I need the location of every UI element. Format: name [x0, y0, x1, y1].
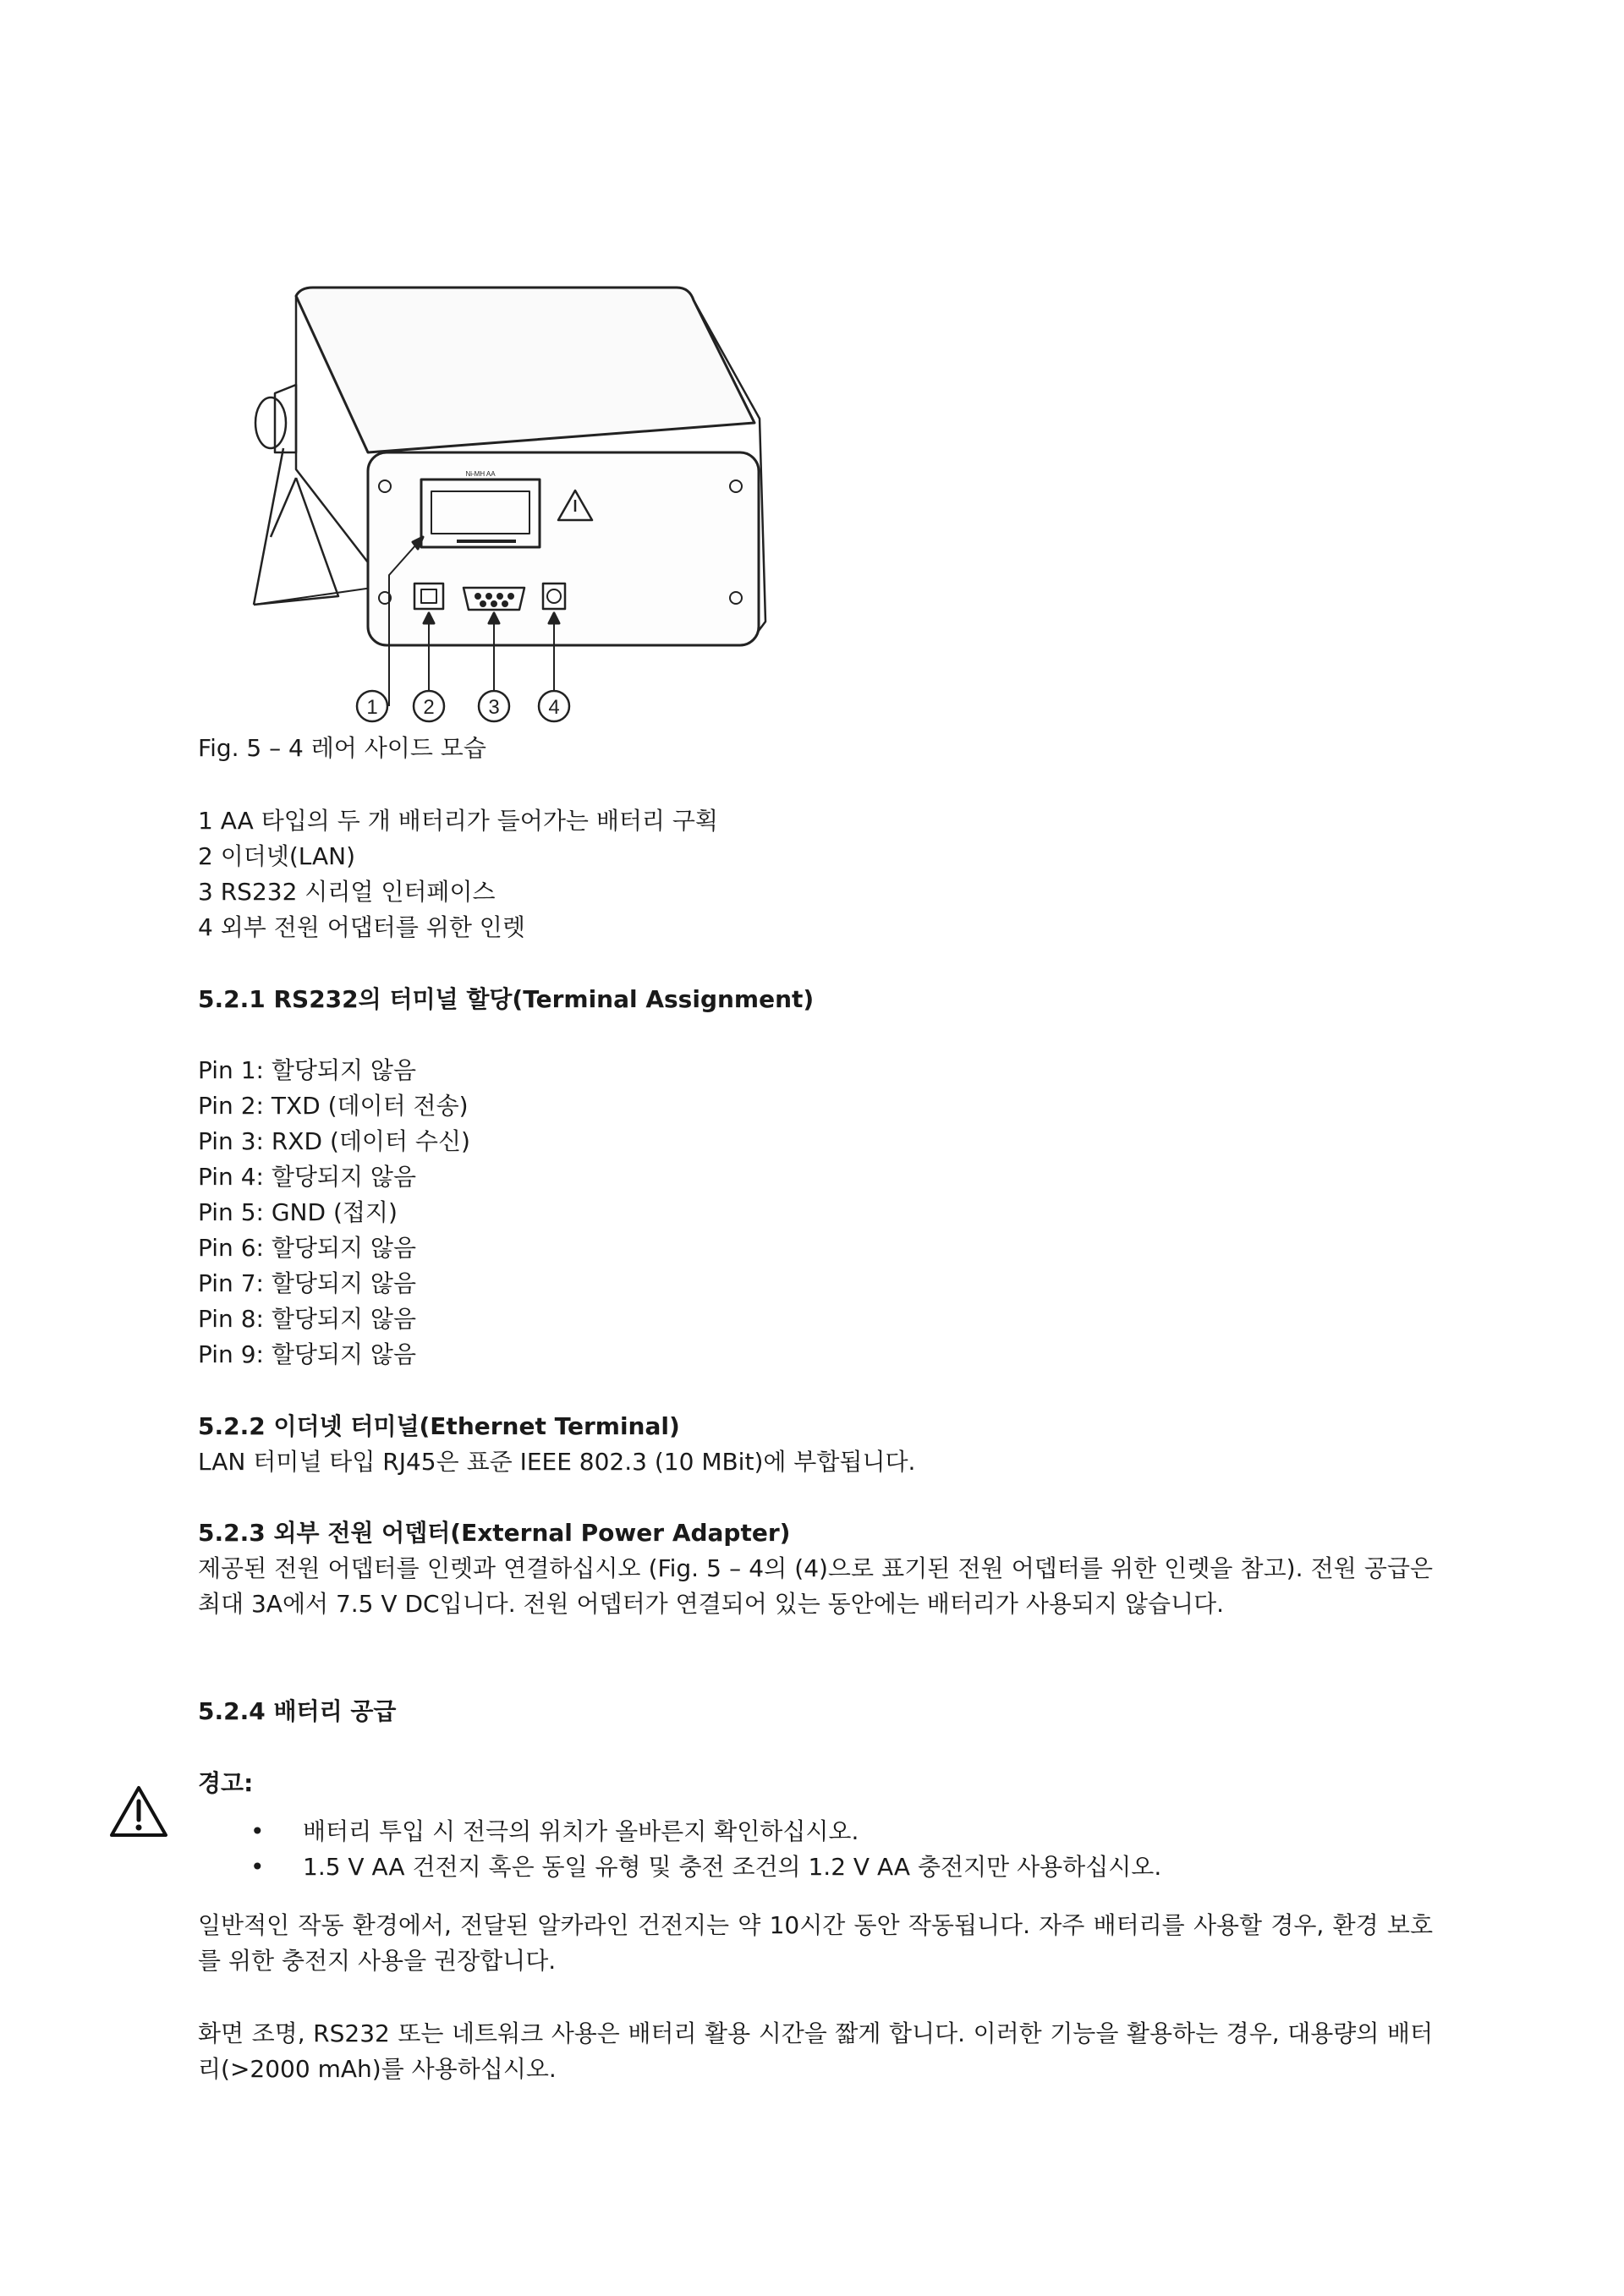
- device-top-face: [296, 288, 754, 452]
- stand-leg: [254, 448, 338, 605]
- legend-item-4: 4 외부 전원 어댑터를 위한 인렛: [198, 913, 525, 941]
- warning-item-2: • 1.5 V AA 건전지 혹은 동일 유형 및 충전 조건의 1.2 V AA 충전지만 사용하십시오.: [198, 1849, 1161, 1885]
- section-heading-power-adapter: 5.2.3 외부 전원 어뎁터(External Power Adapter): [198, 1519, 791, 1547]
- section-heading-ethernet: 5.2.2 이더넷 터미널(Ethernet Terminal): [198, 1412, 680, 1440]
- callout-label-4: 4: [548, 696, 560, 719]
- legend-item-2: 2 이더넷(LAN): [198, 842, 356, 870]
- figure-caption: Fig. 5 – 4 레어 사이드 모습: [198, 734, 486, 762]
- ethernet-body: LAN 터미널 타입 RJ45은 표준 IEEE 802.3 (10 MBit)에 부합됩니다.: [198, 1448, 916, 1476]
- pin-item-2: Pin 2: TXD (데이터 전송): [198, 1092, 469, 1120]
- device-rear-figure: [237, 283, 829, 723]
- power-adapter-body: 제공된 전원 어뎁터를 인렛과 연결하십시오 (Fig. 5 – 4의 (4)으로 표기된 전원 어뎁터를 위한 인렛을 참고). 전원 공급은 최대 3A에서 7.5 V DC입니다. 전원 어뎁터가 연결되어 있는 동안에는 배터리가 사용되지 않습니다.: [198, 1554, 1433, 1618]
- pin-item-9: Pin 9: 할당되지 않음: [198, 1340, 417, 1368]
- pin-item-6: Pin 6: 할당되지 않음: [198, 1234, 417, 1262]
- stand-floor: [254, 588, 372, 617]
- legend-item-3: 3 RS232 시리얼 인터페이스: [198, 878, 496, 906]
- pin-item-4: Pin 4: 할당되지 않음: [198, 1163, 417, 1191]
- pin-item-1: Pin 1: 할당되지 않음: [198, 1056, 417, 1084]
- callout-label-3: 3: [488, 696, 500, 719]
- warning-icon: [108, 1784, 169, 1838]
- warning-list: [198, 1814, 1161, 1885]
- display-label: Ni-MH AA: [465, 470, 496, 478]
- legend-item-1: 1 AA 타입의 두 개 배터리가 들어가는 배터리 구획: [198, 807, 718, 835]
- callout-label-2: 2: [423, 696, 435, 719]
- battery-paragraph-2: 화면 조명, RS232 또는 네트워크 사용은 배터리 활용 시간을 짧게 합니다. 이러한 기능을 활용하는 경우, 대용량의 배터리(>2000 mAh)를 사용하십시오.: [198, 2019, 1433, 2083]
- pin-item-3: Pin 3: RXD (데이터 수신): [198, 1127, 470, 1155]
- pin-item-7: Pin 7: 할당되지 않음: [198, 1269, 417, 1297]
- warning-item-1: • 배터리 투입 시 전극의 위치가 올바른지 확인하십시오.: [198, 1814, 1161, 1849]
- warning-label: 경고:: [198, 1769, 254, 1797]
- callout-label-1: 1: [366, 696, 378, 719]
- section-heading-battery: 5.2.4 배터리 공급: [198, 1697, 397, 1725]
- battery-paragraph-1: 일반적인 작동 환경에서, 전달된 알카라인 건전지는 약 10시간 동안 작동됩니다. 자주 배터리를 사용할 경우, 환경 보호를 위한 충전지 사용을 권장합니다.: [198, 1911, 1433, 1975]
- pin-item-8: Pin 8: 할당되지 않음: [198, 1305, 417, 1333]
- section-heading-rs232: 5.2.1 RS232의 터미널 할당(Terminal Assignment): [198, 985, 815, 1013]
- stand-knob: [255, 397, 286, 448]
- pin-item-5: Pin 5: GND (접지): [198, 1198, 398, 1226]
